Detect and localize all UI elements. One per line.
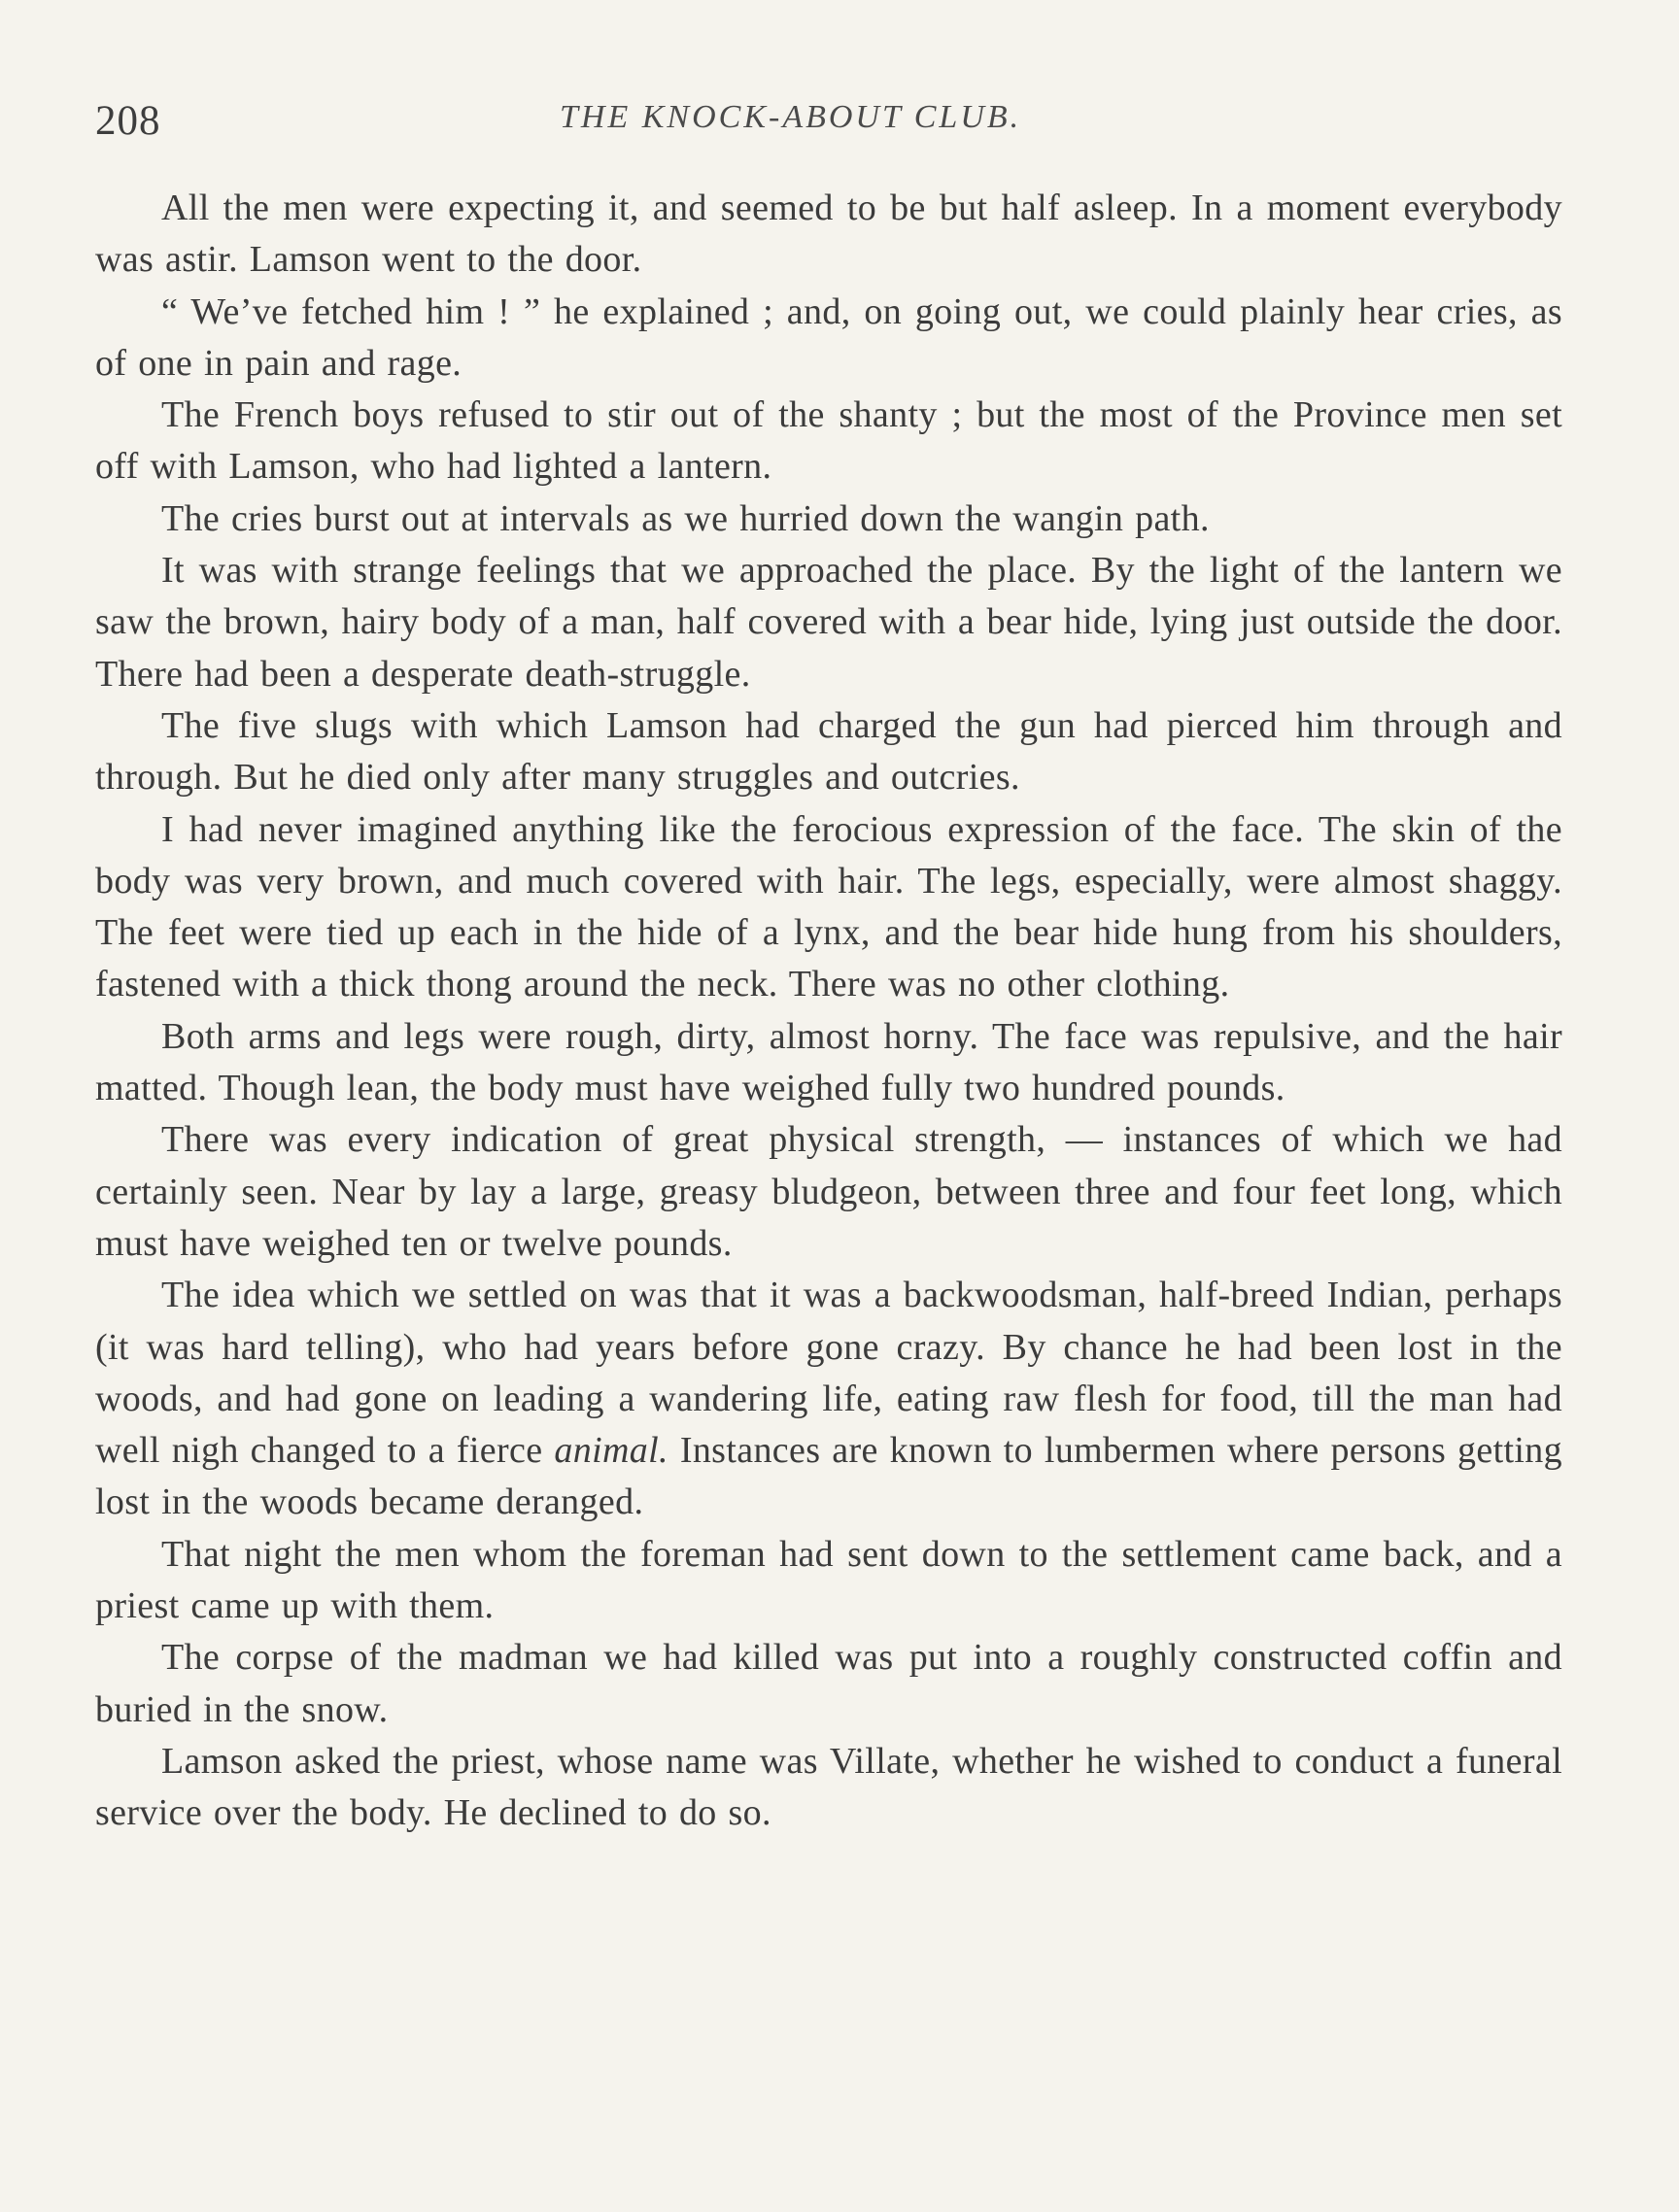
paragraph-text: Instances are known to lumbermen where persons getting lost in the woods became deranged.	[95, 1430, 1562, 1523]
paragraph: Lamson asked the priest, whose name was Villate, whether he wished to conduct a funeral service over the body. He declined to do so.	[95, 1740, 1562, 1834]
paragraph: The corpse of the madman we had killed was put into a roughly constructed coffin and buried in the snow.	[95, 1637, 1562, 1730]
paragraph: It was with strange feelings that we approached the place. By the light of the lantern we saw the brown, hairy body of a man, half covered with a bear hide, lying just outside the door. There had been a desperate death-struggle.	[95, 550, 1562, 695]
paragraph: Both arms and legs were rough, dirty, almost horny. The face was repulsive, and the hair matted. Though lean, the body must have weighed fully two hundred pounds.	[95, 1015, 1562, 1109]
page-number: 208	[95, 98, 161, 144]
paragraph: “ We’ve fetched him ! ” he explained ; and, on going out, we could plainly hear cries, as of one in pain and rage.	[95, 290, 1562, 384]
paragraph-text: The idea which we settled on was that it was a backwoodsman, half-breed Indian, perhaps (it was hard telling), who had years before gone crazy. By chance he had been lost in the woods, and had gone on leading a wandering life, eating raw flesh for food, till the man had well nigh changed to a fierce	[95, 1275, 1562, 1472]
paragraph-with-italic	[95, 1270, 1562, 1528]
running-title: THE KNOCK-ABOUT CLUB.	[560, 99, 1022, 135]
paragraph: The French boys refused to stir out of the shanty ; but the most of the Province men set off with Lamson, who had lighted a lantern.	[95, 394, 1562, 488]
paragraph: I had never imagined anything like the ferocious expression of the face. The skin of the body was very brown, and much covered with hair. The legs, especially, were almost shaggy. The feet were tied up each in the hide of a lynx, and the bear hide hung from his shoulders, fastened with a thick thong around the neck. There was no other clothing.	[95, 808, 1562, 1005]
italic-word: animal.	[554, 1430, 668, 1472]
body-text	[95, 183, 1562, 1840]
paragraph: All the men were expecting it, and seemed to be but half asleep. In a moment everybody was astir. Lamson went to the door.	[95, 187, 1562, 281]
paragraph: The five slugs with which Lamson had charged the gun had pierced him through and through. But he died only after many struggles and outcries.	[95, 704, 1562, 799]
paragraph: That night the men whom the foreman had sent down to the settlement came back, and a priest came up with them.	[95, 1533, 1562, 1627]
paragraph: There was every indication of great physical strength, — instances of which we had certainly seen. Near by lay a large, greasy bludgeon, between three and four feet long, which must have weighed ten or twelve pounds.	[95, 1119, 1562, 1264]
paragraph: The cries burst out at intervals as we hurried down the wangin path.	[161, 497, 1210, 539]
running-head	[95, 97, 1562, 155]
